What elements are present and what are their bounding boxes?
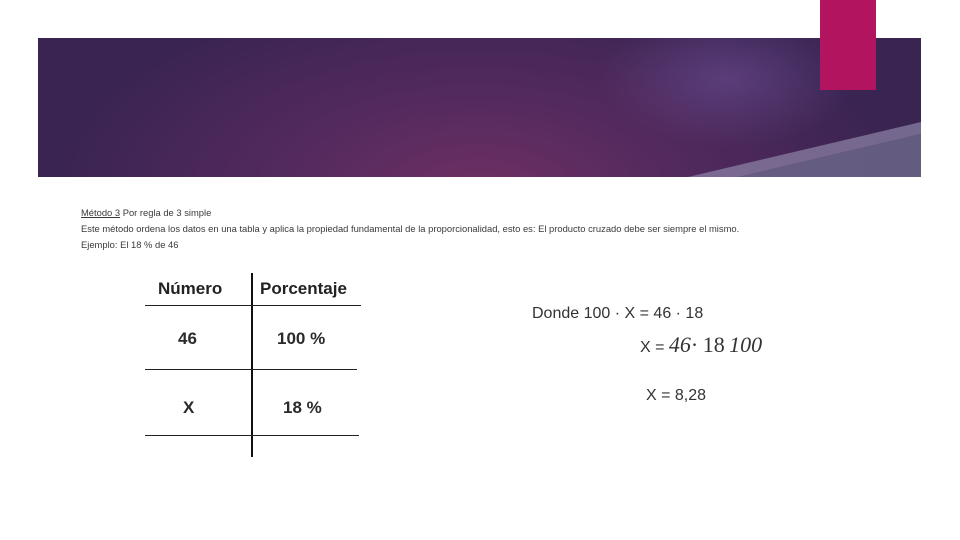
accent-bar [820, 0, 876, 90]
table-divider-vertical [251, 273, 253, 457]
table-divider-h3 [145, 435, 359, 436]
method-title-rest: Por regla de 3 simple [120, 207, 212, 218]
formula-denominator: 100 [729, 332, 763, 357]
table-divider-h2 [145, 369, 357, 370]
banner-stripe [38, 38, 921, 177]
formula-multiplier: 18 [702, 332, 725, 357]
method-title-underlined: Método 3 [81, 207, 121, 218]
cell-x: X [183, 398, 195, 417]
formula-x-equals: X = [640, 339, 665, 356]
header-porcentaje: Porcentaje [260, 279, 347, 298]
method-description: Este método ordena los datos en una tabla y aplica la propiedad fundamental de la proporcionalidad, esto es: El producto cruzado debe ser siempre el mismo. [81, 223, 740, 234]
formula-line-2 [640, 332, 762, 358]
cell-100-percent: 100 % [277, 329, 326, 348]
method-title [81, 205, 739, 221]
cell-46: 46 [178, 329, 197, 348]
method-example: Ejemplo: El 18 % de 46 [81, 239, 179, 250]
formula-line-1: Donde 100 · X = 46 · 18 [532, 305, 704, 322]
cell-18-percent: 18 % [283, 398, 322, 417]
table-divider-h1 [145, 305, 361, 306]
header-numero: Número [158, 279, 223, 298]
header-banner [38, 38, 921, 177]
rule-of-three-table [143, 273, 361, 457]
formula-dot: · [690, 332, 699, 357]
formula-result: X = 8,28 [646, 387, 707, 404]
method-text [81, 205, 739, 253]
formula-numerator: 46 [668, 332, 691, 357]
